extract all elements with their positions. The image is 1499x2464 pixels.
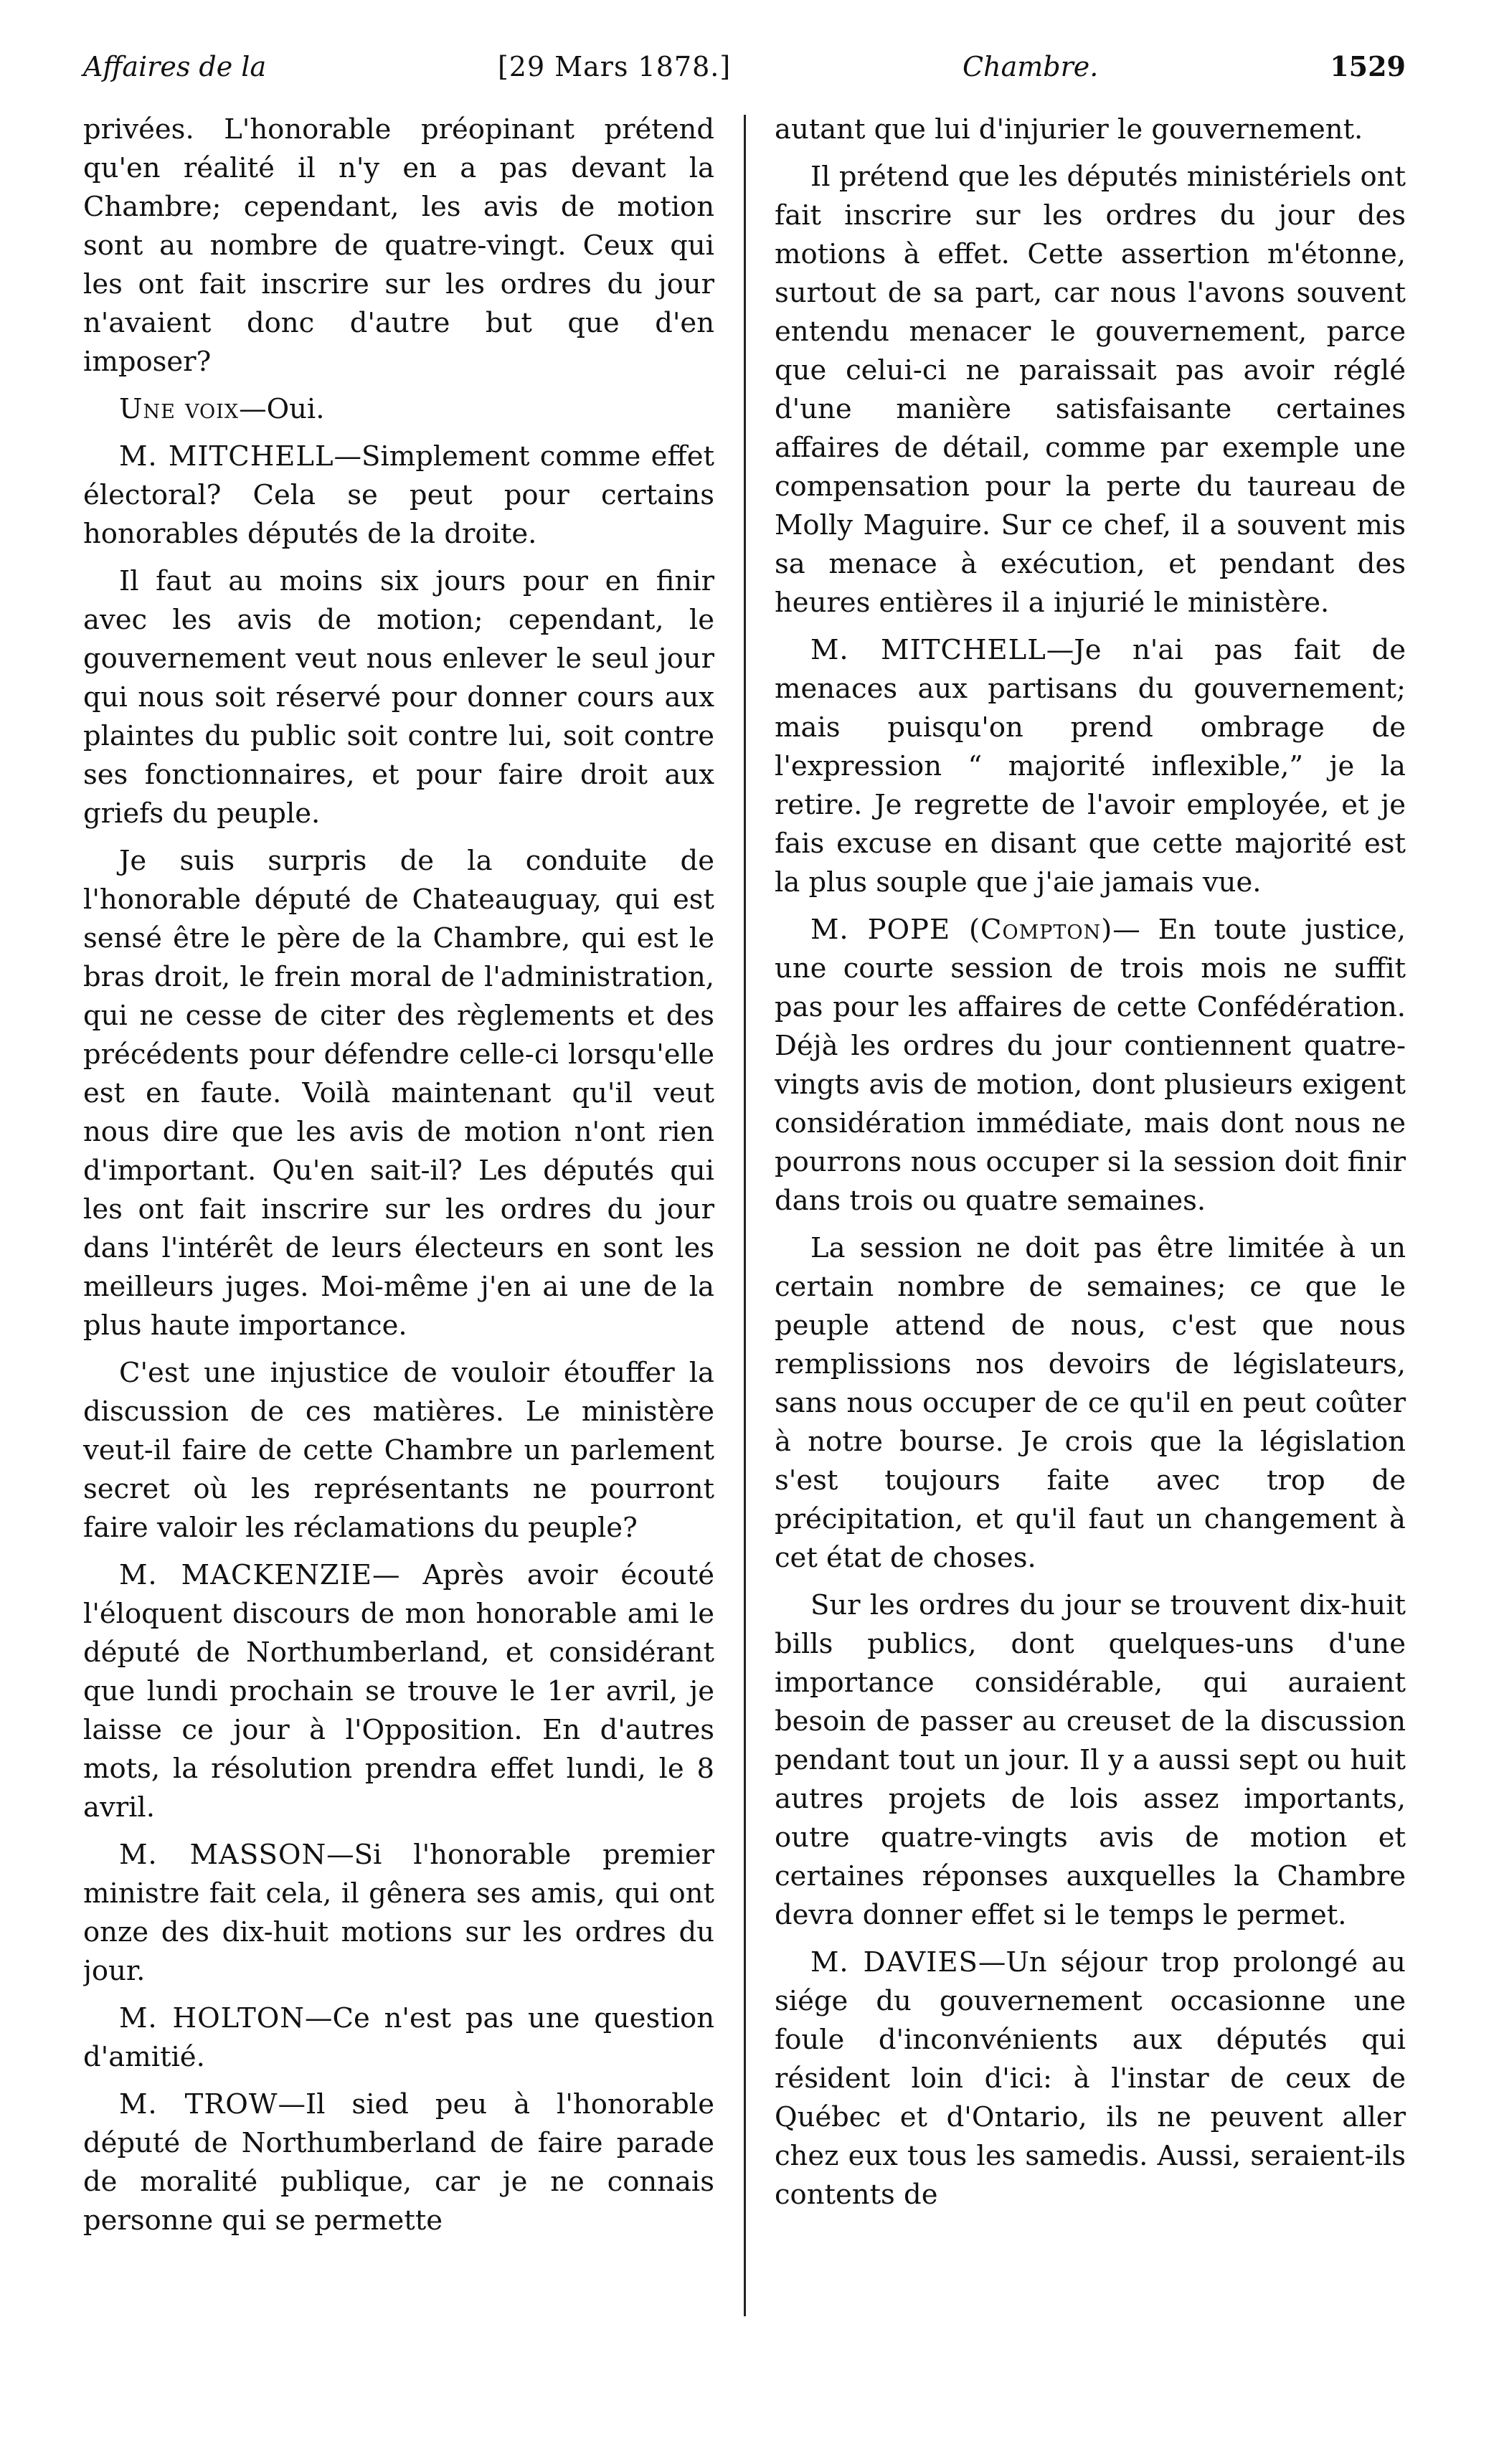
paragraph: [83, 1556, 714, 1827]
paragraph-text: autant que lui d'injurier le gouvernement.: [775, 113, 1363, 146]
paragraph: [83, 110, 714, 382]
paragraph-text: —Oui.: [239, 393, 325, 425]
paragraph: [83, 2085, 714, 2240]
paragraph: [775, 1586, 1406, 1935]
paragraph-text: Il prétend que les députés ministériels ont fait inscrire sur les ordres du jour des motions à effet. Cette assertion m'étonne, surtout de sa part, car nous l'avons souvent entendu menacer le gouvernement, parce que celui-ci ne paraissait pas avoir réglé d'une manière satisfaisante certaines affaires de détail, comme par exemple une compensation pour la perte du taureau de Molly Maguire. Sur ce chef, il a souvent mis sa menace à exécution, et pendant des heures entières il a injurié le ministère.: [775, 161, 1406, 619]
speaker-name: Une voix: [119, 393, 240, 425]
paragraph: [83, 562, 714, 833]
header-date: [29 Mars 1878.]: [497, 51, 732, 82]
paragraph-text: Il faut au moins six jours pour en finir avec les avis de motion; cependant, le gouvernement veut nous enlever le seul jour qui nous soit réservé pour donner cours aux plaintes du public soit contre lui, soit contre ses fonctionnaires, et pour faire droit aux griefs du peuple.: [83, 565, 714, 830]
paragraph-text: privées. L'honorable préopinant prétend qu'en réalité il n'y en a pas devant la Chambre; cependant, les avis de motion sont au nombre de quatre-vingt. Ceux qui les ont fait inscrire sur les ordres du jour n'avaient donc d'autre but que d'en imposer?: [83, 113, 714, 378]
header-right: Chambre.: [963, 51, 1099, 82]
speaker-name: M. MITCHELL: [810, 634, 1046, 666]
paragraph-text: —Je n'ai pas fait de menaces aux partisans du gouvernement; mais puisqu'on prend ombrage de l'expression “ majorité inflexible,” je la retire. Je regrette de l'avoir employée, et je fais excuse en disant que cette majorité est la plus souple que j'aie jamais vue.: [775, 634, 1406, 899]
speaker-name: M. HOLTON: [119, 2002, 305, 2034]
header-left: Affaires de la: [83, 51, 267, 82]
column-divider: [744, 115, 746, 2316]
paragraph: [775, 1229, 1406, 1578]
paragraph: [83, 1836, 714, 1991]
paragraph-text: —Si l'honorable premier ministre fait cela, il gênera ses amis, qui ont onze des dix-huit motions sur les ordres du jour.: [83, 1839, 714, 1987]
paragraph: [83, 390, 714, 429]
paragraph: [775, 158, 1406, 622]
paragraph: [775, 1943, 1406, 2214]
right-column: [775, 110, 1406, 2369]
speaker-name: M. TROW: [119, 2088, 278, 2121]
speaker-name: M. MASSON: [119, 1839, 327, 1871]
text-columns: [83, 110, 1406, 2369]
speaker-name: M. DAVIES: [810, 1946, 978, 1979]
speaker-name: M. POPE (Compton): [810, 914, 1113, 946]
paragraph: [775, 110, 1406, 149]
paragraph-text: C'est une injustice de vouloir étouffer la discussion de ces matières. Le ministère veut-il faire de cette Chambre un parlement secret où les représentants ne pourront faire valoir les réclamations du peuple?: [83, 1357, 714, 1544]
paragraph: [775, 631, 1406, 902]
paragraph: [83, 1354, 714, 1548]
left-column: [83, 110, 714, 2369]
running-header: [83, 50, 1406, 99]
speaker-name: M. MITCHELL: [119, 440, 334, 473]
paragraph-text: — Après avoir écouté l'éloquent discours de mon honorable ami le député de Northumberland, et considérant que lundi prochain se trouve le 1er avril, je laisse ce jour à l'Opposition. En d'autres mots, la résolution prendra effet lundi, le 8 avril.: [83, 1559, 714, 1824]
page-number: 1529: [1330, 50, 1406, 82]
paragraph-text: La session ne doit pas être limitée à un certain nombre de semaines; ce que le peuple attend de nous, c'est que nous remplissions nos devoirs de législateurs, sans nous occuper de ce qu'il en peut coûter à notre bourse. Je crois que la législation s'est toujours faite avec trop de précipitation, et qu'il faut un changement à cet état de choses.: [775, 1232, 1406, 1574]
paragraph: [775, 911, 1406, 1221]
speaker-name: M. MACKENZIE: [119, 1559, 372, 1591]
paragraph: [83, 1999, 714, 2077]
paragraph-text: — En toute justice, une courte session de trois mois ne suffit pas pour les affaires de cette Confédération. Déjà les ordres du jour contiennent quatre-vingts avis de motion, dont plusieurs exigent considération immédiate, mais dont nous ne pourrons nous occuper si la session doit finir dans trois ou quatre semaines.: [775, 914, 1406, 1217]
paragraph: [83, 842, 714, 1345]
paragraph-text: —Ce n'est pas une question d'amitié.: [83, 2002, 714, 2073]
paragraph: [83, 437, 714, 554]
paragraph-text: —Il sied peu à l'honorable député de Northumberland de faire parade de moralité publique, car je ne connais personne qui se permette: [83, 2088, 714, 2237]
paragraph-text: Sur les ordres du jour se trouvent dix-huit bills publics, dont quelques-uns d'une importance considérable, qui auraient besoin de passer au creuset de la discussion pendant tout un jour. Il y a aussi sept ou huit autres projets de lois assez importants, outre quatre-vingts avis de motion et certaines réponses auxquelles la Chambre devra donner effet si le temps le permet.: [775, 1589, 1406, 1931]
paragraph-text: —Simplement comme effet électoral? Cela se peut pour certains honorables députés de la droite.: [83, 440, 714, 550]
paragraph-text: —Un séjour trop prolongé au siége du gouvernement occasionne une foule d'inconvénients aux députés qui résident loin d'ici: à l'instar de ceux de Québec et d'Ontario, ils ne peuvent aller chez eux tous les samedis. Aussi, seraient-ils contents de: [775, 1946, 1406, 2211]
paragraph-text: Je suis surpris de la conduite de l'honorable député de Chateauguay, qui est sensé être le père de la Chambre, qui est le bras droit, le frein moral de l'administration, qui ne cesse de citer des règlements et des précédents pour défendre celle-ci lorsqu'elle est en faute. Voilà maintenant qu'il veut nous dire que les avis de motion n'ont rien d'important. Qu'en sait-il? Les députés qui les ont fait inscrire sur les ordres du jour dans l'intérêt de leurs électeurs en sont les meilleurs juges. Moi-même j'en ai une de la plus haute importance.: [83, 845, 714, 1342]
